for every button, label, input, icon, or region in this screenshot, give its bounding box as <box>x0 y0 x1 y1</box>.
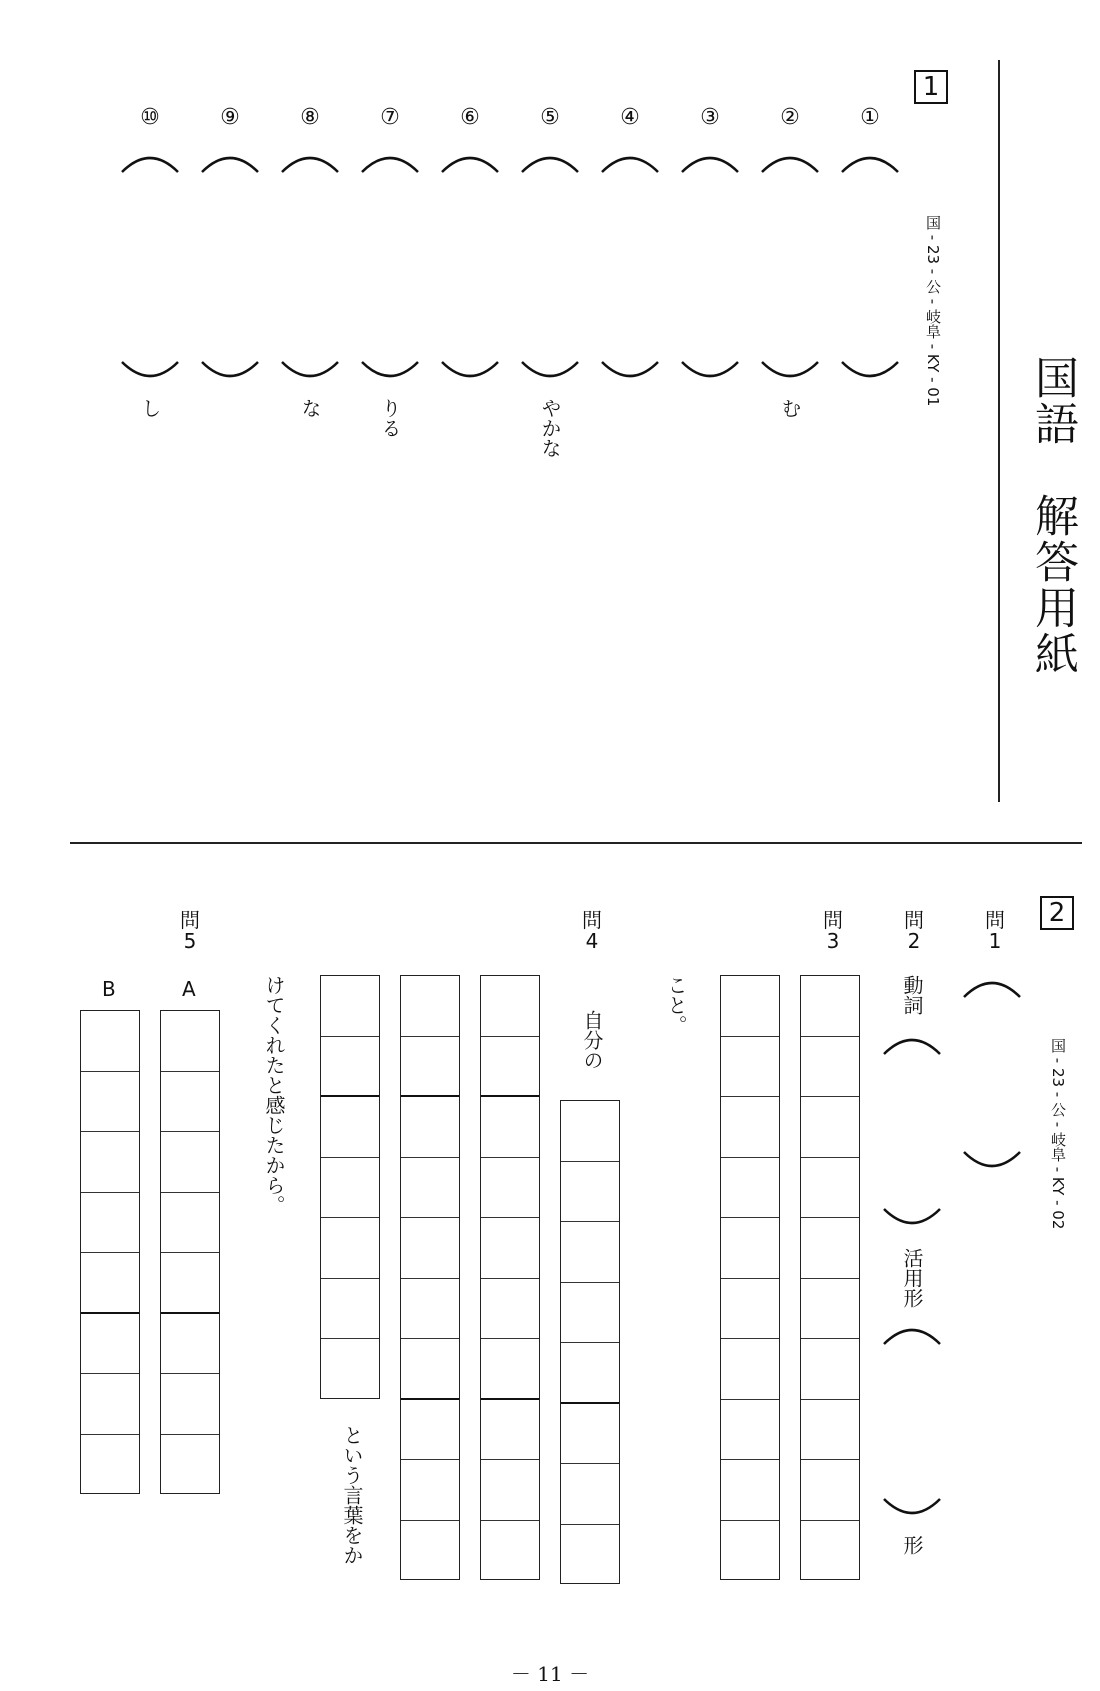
item-3-answer-area[interactable] <box>680 176 740 356</box>
grid-cell[interactable] <box>401 1158 459 1219</box>
item-10-close-bracket <box>120 360 180 384</box>
grid-cell[interactable] <box>721 1460 779 1521</box>
grid-cell[interactable] <box>801 1097 859 1158</box>
page-number: － 11 － <box>510 1662 590 1686</box>
q5-b-label: B <box>102 977 116 1001</box>
item-5-answer-area[interactable] <box>520 176 580 356</box>
q2-verb-close-bracket <box>882 1207 942 1231</box>
grid-cell[interactable] <box>401 976 459 1037</box>
item-1-number: ① <box>860 105 880 130</box>
q4-label <box>580 910 604 952</box>
q3-grid-col-2 <box>720 975 780 1580</box>
q2-form-open-bracket <box>882 1322 942 1346</box>
item-4-close-bracket <box>600 360 660 384</box>
grid-cell[interactable] <box>561 1525 619 1586</box>
q2-form-close-bracket <box>882 1497 942 1521</box>
grid-cell[interactable] <box>801 1218 859 1279</box>
grid-cell[interactable] <box>481 1037 539 1098</box>
item-7-open-bracket <box>360 150 420 174</box>
item-4-open-bracket <box>600 150 660 174</box>
item-6-open-bracket <box>440 150 500 174</box>
grid-cell[interactable] <box>401 1279 459 1340</box>
item-6-close-bracket <box>440 360 500 384</box>
grid-cell[interactable] <box>81 1253 139 1314</box>
grid-cell[interactable] <box>721 1097 779 1158</box>
item-7-number: ⑦ <box>380 105 400 130</box>
grid-cell[interactable] <box>801 1521 859 1582</box>
q3-grid-col-1 <box>800 975 860 1580</box>
grid-cell[interactable] <box>81 1193 139 1254</box>
item-9-answer-area[interactable] <box>200 176 260 356</box>
q5-label-a: 問 <box>180 908 200 932</box>
grid-cell[interactable] <box>801 1460 859 1521</box>
section-divider <box>70 842 1082 844</box>
item-3-number: ③ <box>700 105 720 130</box>
q5-label <box>178 910 202 952</box>
q3-label <box>821 910 845 952</box>
q2-form-label: 形 <box>900 1535 924 1555</box>
q4-label-b: 4 <box>585 929 599 953</box>
grid-cell[interactable] <box>81 1374 139 1435</box>
title-divider <box>998 60 1000 802</box>
q4-grid-col-2 <box>480 975 540 1580</box>
q2-conj-label: 活用形 <box>900 1248 924 1308</box>
grid-cell[interactable] <box>481 1339 539 1400</box>
grid-cell[interactable] <box>401 1521 459 1582</box>
grid-cell[interactable] <box>801 1279 859 1340</box>
item-9-open-bracket <box>200 150 260 174</box>
grid-cell[interactable] <box>161 1435 219 1496</box>
q4-prefix: 自分の <box>580 1010 604 1070</box>
q3-label-a: 問 <box>823 908 843 932</box>
grid-cell[interactable] <box>401 1097 459 1158</box>
item-3-close-bracket <box>680 360 740 384</box>
grid-cell[interactable] <box>721 1279 779 1340</box>
grid-cell[interactable] <box>801 1158 859 1219</box>
grid-cell[interactable] <box>81 1132 139 1193</box>
grid-cell[interactable] <box>721 1158 779 1219</box>
grid-cell[interactable] <box>561 1222 619 1283</box>
grid-cell[interactable] <box>801 1037 859 1098</box>
grid-cell[interactable] <box>161 1314 219 1375</box>
grid-cell[interactable] <box>161 1253 219 1314</box>
grid-cell[interactable] <box>401 1400 459 1461</box>
item-9-close-bracket <box>200 360 260 384</box>
item-1-close-bracket <box>840 360 900 384</box>
q4-grid-col-1 <box>560 1100 620 1584</box>
q4-grid-col-3 <box>400 975 460 1580</box>
item-4-number: ④ <box>620 105 640 130</box>
q2-label <box>902 910 926 952</box>
grid-cell[interactable] <box>161 1193 219 1254</box>
grid-cell[interactable] <box>721 1218 779 1279</box>
item-2-number: ② <box>780 105 800 130</box>
grid-cell[interactable] <box>561 1283 619 1344</box>
item-6-answer-area[interactable] <box>440 176 500 356</box>
item-8-answer-area[interactable] <box>280 176 340 356</box>
grid-cell[interactable] <box>401 1460 459 1521</box>
item-7-suffix: りる <box>378 398 402 438</box>
grid-cell[interactable] <box>161 1011 219 1072</box>
grid-cell[interactable] <box>401 1339 459 1400</box>
grid-cell[interactable] <box>481 1460 539 1521</box>
grid-cell[interactable] <box>81 1011 139 1072</box>
grid-cell[interactable] <box>321 1218 379 1279</box>
grid-cell[interactable] <box>721 1521 779 1582</box>
section-2-code: 国 - 23 - 公 - 岐阜 - KY - 02 <box>1049 1038 1067 1230</box>
grid-cell[interactable] <box>801 1339 859 1400</box>
item-2-suffix: む <box>778 398 802 418</box>
item-8-close-bracket <box>280 360 340 384</box>
item-8-number: ⑧ <box>300 105 320 130</box>
item-10-open-bracket <box>120 150 180 174</box>
grid-cell[interactable] <box>561 1343 619 1404</box>
q2-label-a: 問 <box>904 908 924 932</box>
grid-cell[interactable] <box>721 1037 779 1098</box>
q4-grid-col-4 <box>320 975 380 1399</box>
q4-label-a: 問 <box>582 908 602 932</box>
q1-label <box>983 910 1007 952</box>
grid-cell[interactable] <box>481 1097 539 1158</box>
section-2-number: 2 <box>1040 896 1074 930</box>
item-2-answer-area[interactable] <box>760 176 820 356</box>
grid-cell[interactable] <box>481 1400 539 1461</box>
grid-cell[interactable] <box>481 1279 539 1340</box>
grid-cell[interactable] <box>321 1158 379 1219</box>
item-10-number: ⑩ <box>140 105 160 130</box>
item-7-answer-area[interactable] <box>360 176 420 356</box>
grid-cell[interactable] <box>561 1464 619 1525</box>
q3-suffix: こと。 <box>664 975 688 1035</box>
grid-cell[interactable] <box>161 1072 219 1133</box>
item-2-close-bracket <box>760 360 820 384</box>
grid-cell[interactable] <box>401 1037 459 1098</box>
grid-cell[interactable] <box>481 976 539 1037</box>
grid-cell[interactable] <box>321 1339 379 1400</box>
q1-label-a: 問 <box>985 908 1005 932</box>
grid-cell[interactable] <box>561 1404 619 1465</box>
grid-cell[interactable] <box>481 1521 539 1582</box>
grid-cell[interactable] <box>401 1218 459 1279</box>
q2-verb-answer-area[interactable] <box>882 1058 942 1206</box>
item-3-open-bracket <box>680 150 740 174</box>
grid-cell[interactable] <box>721 976 779 1037</box>
q5-label-b: 5 <box>183 929 197 953</box>
item-8-open-bracket <box>280 150 340 174</box>
q2-verb-label: 動詞 <box>900 975 924 1015</box>
item-2-open-bracket <box>760 150 820 174</box>
grid-cell[interactable] <box>161 1374 219 1435</box>
item-5-number: ⑤ <box>540 105 560 130</box>
grid-cell[interactable] <box>561 1101 619 1162</box>
item-5-close-bracket <box>520 360 580 384</box>
q4-after: という言葉をか <box>340 1425 364 1565</box>
q1-answer-area[interactable] <box>962 1000 1022 1148</box>
q3-label-b: 3 <box>826 929 840 953</box>
grid-cell[interactable] <box>321 1097 379 1158</box>
grid-cell[interactable] <box>481 1158 539 1219</box>
q2-verb-open-bracket <box>882 1032 942 1056</box>
q1-close-bracket <box>962 1150 1022 1174</box>
item-9-number: ⑨ <box>220 105 240 130</box>
q2-label-b: 2 <box>907 929 921 953</box>
grid-cell[interactable] <box>161 1132 219 1193</box>
grid-cell[interactable] <box>81 1314 139 1375</box>
grid-cell[interactable] <box>801 1400 859 1461</box>
grid-cell[interactable] <box>321 976 379 1037</box>
q5-b-grid <box>80 1010 140 1494</box>
item-7-close-bracket <box>360 360 420 384</box>
grid-cell[interactable] <box>721 1400 779 1461</box>
grid-cell[interactable] <box>321 1279 379 1340</box>
item-4-answer-area[interactable] <box>600 176 660 356</box>
grid-cell[interactable] <box>721 1339 779 1400</box>
grid-cell[interactable] <box>81 1435 139 1496</box>
q1-open-bracket <box>962 975 1022 999</box>
item-10-answer-area[interactable] <box>120 176 180 356</box>
grid-cell[interactable] <box>81 1072 139 1133</box>
item-5-suffix: やかな <box>538 398 562 458</box>
section-1-number: 1 <box>914 70 948 104</box>
grid-cell[interactable] <box>321 1037 379 1098</box>
item-1-open-bracket <box>840 150 900 174</box>
grid-cell[interactable] <box>561 1162 619 1223</box>
page-title: 国語 解答用紙 <box>1027 355 1078 677</box>
q5-a-label: A <box>182 977 196 1001</box>
item-8-suffix: な <box>298 398 322 418</box>
item-6-number: ⑥ <box>460 105 480 130</box>
q4-continuation: けてくれたと感じたから。 <box>262 975 286 1215</box>
q2-form-answer-area[interactable] <box>882 1348 942 1496</box>
item-1-answer-area[interactable] <box>840 176 900 356</box>
q5-a-grid <box>160 1010 220 1494</box>
item-10-suffix: し <box>138 398 162 418</box>
grid-cell[interactable] <box>801 976 859 1037</box>
section-1-code: 国 - 23 - 公 - 岐阜 - KY - 01 <box>924 215 942 407</box>
grid-cell[interactable] <box>481 1218 539 1279</box>
q1-label-b: 1 <box>988 929 1002 953</box>
item-5-open-bracket <box>520 150 580 174</box>
